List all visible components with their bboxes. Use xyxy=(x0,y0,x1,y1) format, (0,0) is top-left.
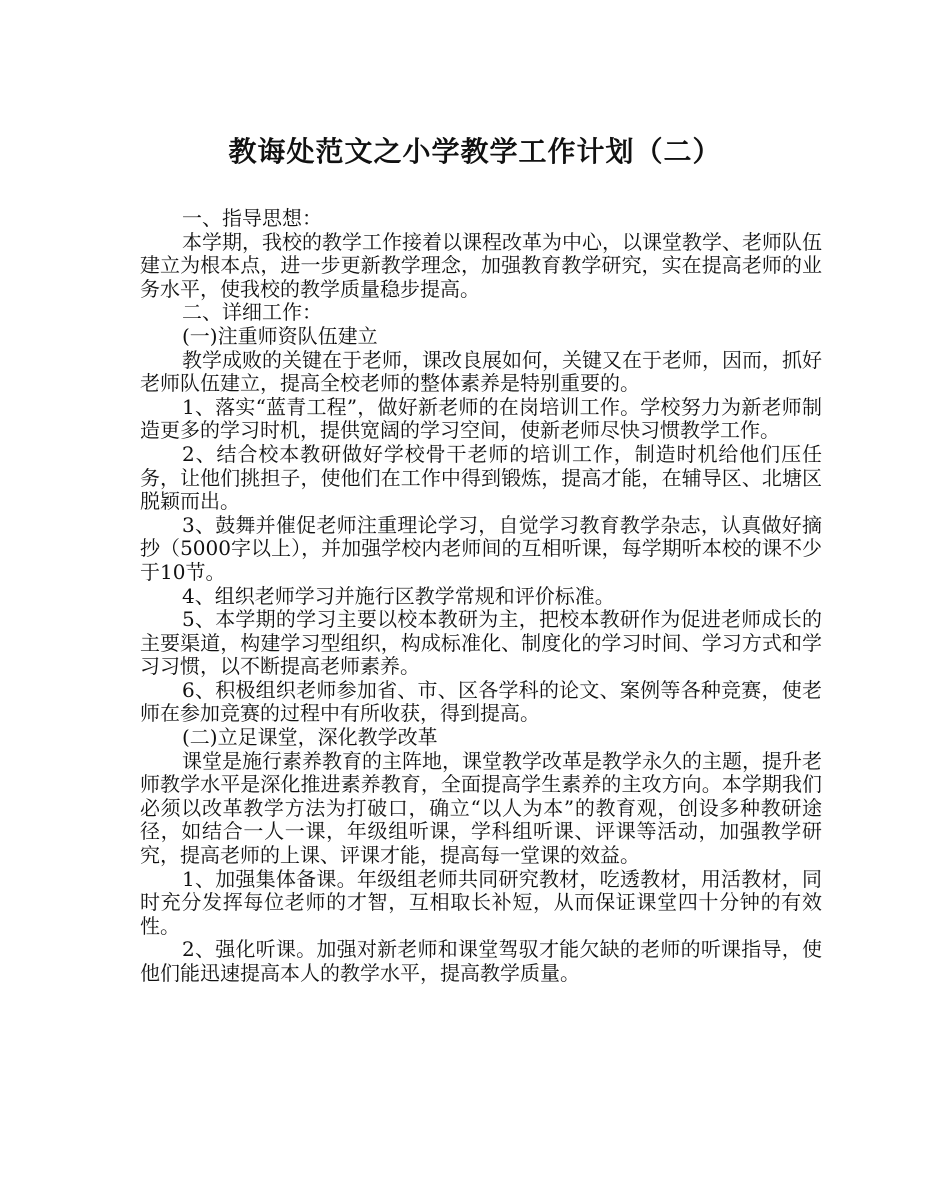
paragraph: 2、强化听课。加强对新老师和课堂驾驭才能欠缺的老师的听课指导，使他们能迅速提高本人的教学水平，提高教学质量。 xyxy=(140,937,822,985)
paragraph: 5、本学期的学习主要以校本教研为主，把校本教研作为促进老师成长的主要渠道，构建学习型组织，构成标准化、制度化的学习时间、学习方式和学习习惯，以不断提高老师素养。 xyxy=(140,607,822,679)
paragraph: 2、结合校本教研做好学校骨干老师的培训工作，制造时机给他们压任务，让他们挑担子，使他们在工作中得到锻炼，提高才能，在辅导区、北塘区脱颖而出。 xyxy=(140,441,822,514)
paragraph: 3、鼓舞并催促老师注重理论学习，自觉学习教育教学杂志，认真做好摘抄（5000字以上），并加强学校内老师间的互相听课，每学期听本校的课不少于10节。 xyxy=(140,512,822,584)
paragraph: 一、指导思想： xyxy=(182,206,322,230)
paragraph: 本学期，我校的教学工作接着以课程改革为中心，以课堂教学、老师队伍建立为根本点，进一步更新教学理念，加强教育教学研究，实在提高老师的业务水平，使我校的教学质量稳步提高。 xyxy=(140,229,822,301)
paragraph: 1、落实“蓝青工程”，做好新老师的在岗培训工作。学校努力为新老师制造更多的学习时机，提供宽阔的学习空间，使新老师尽快习惯教学工作。 xyxy=(140,394,822,443)
document-title: 教诲处范文之小学教学工作计划（二） xyxy=(228,135,722,168)
paragraph: (一)注重师资队伍建立 xyxy=(182,323,378,348)
paragraph: (二)立足课堂，深化教学改革 xyxy=(182,725,438,750)
paragraph: 6、积极组织老师参加省、市、区各学科的论文、案例等各种竞赛，使老师在参加竞赛的过程中有所收获，得到提高。 xyxy=(140,677,822,726)
paragraph: 4、组织老师学习并施行区教学常规和评价标准。 xyxy=(182,583,615,608)
document-body xyxy=(140,207,822,986)
paragraph: 课堂是施行素养教育的主阵地，课堂教学改革是教学永久的主题，提升老师教学水平是深化推进素养教育，全面提高学生素养的主攻方向。本学期我们必须以改革教学方法为打破口，确立“以人为本”的教育观，创设多种教研途径，如结合一人一课，年级组听课，学科组听课、评课等活动，加强教学研究，提高老师的上课、评课才能，提高每一堂课的效益。 xyxy=(140,748,822,868)
paragraph: 教学成败的关键在于老师，课改良展如何，关键又在于老师，因而，抓好老师队伍建立，提高全校老师的整体素养是特别重要的。 xyxy=(140,347,822,396)
paragraph: 二、详细工作： xyxy=(182,300,322,325)
paragraph: 1、加强集体备课。年级组老师共同研究教材，吃透教材，用活教材，同时充分发挥每位老师的才智，互相取长补短，从而保证课堂四十分钟的有效性。 xyxy=(140,866,822,938)
